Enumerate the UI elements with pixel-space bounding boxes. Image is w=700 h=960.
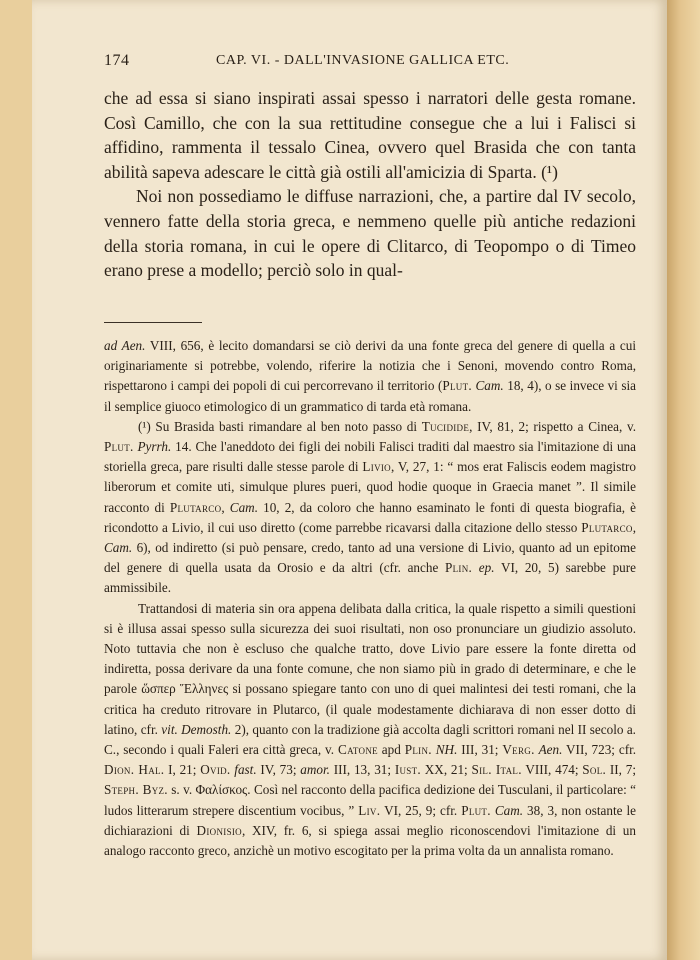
fn-text: XX, 21; (421, 762, 472, 778)
fn-author: Liv. (358, 802, 381, 818)
footnote-continued (104, 336, 636, 417)
fn-ref: amor. (300, 762, 330, 778)
fn-author: Sol. (582, 762, 607, 778)
fn-text: , XIV, fr. 6, si spiega assai meglio riconoscendovi l'imitazione di un analogo racconto greco, anzichè un motivo escogitato per la prima volta da un annalista romano. (104, 822, 636, 859)
fn-ref: Cam. (475, 378, 504, 394)
fn-author: Tucidide (421, 418, 470, 434)
fn-author: Dion. Hal. (104, 762, 165, 778)
fn-ref: Pyrrh. (137, 439, 172, 455)
fn-author: Plut. (104, 439, 134, 455)
fn-space (472, 560, 479, 575)
fn-text: III, 13, 31; (329, 762, 395, 778)
fn-text: 10, 2, da coloro che hanno esaminato le fonti di questa biografia, è ricondotto a Livio, il cui uso diretto (come parrebbe ricavarsi dalla citazione dello stesso (104, 499, 636, 535)
fn-ref: Aen. (538, 742, 563, 758)
fn-text: IV, 73; (256, 762, 301, 778)
fn-author: Sil. Ital. (471, 762, 522, 778)
fn-author: Steph. Byz. (104, 782, 168, 798)
fn-author: Verg. (502, 742, 535, 758)
fn-author: Iust. (394, 762, 422, 778)
footnotes (104, 336, 636, 861)
fn-author: Plutarco (169, 499, 222, 515)
fn-author: Ovid. (200, 762, 231, 778)
fn-text: (¹) Su Brasida basti rimandare al ben noto passo di (138, 418, 422, 434)
footnote-separator (104, 322, 202, 323)
fn-ref: fast. (234, 762, 257, 778)
fn-text: 18, 4), o se invece vi sia il semplice giuoco etimologico di un grammatico di tarda età romana. (104, 378, 637, 414)
running-title: CAP. VI. - DALL'INVASIONE GALLICA ETC. (216, 53, 510, 68)
fn-text: Trattandosi di materia sin ora appena delibata dalla critica, la quale rispetto a simili questioni si è illusa assai spesso sulla sicurezza dei suoi risultati, non oso pronunciare un giudizio assoluto. Noto tuttavia che non è escluso che qualche tratto, dove Livio pare essere la fonte diretta od indiretta, possa derivare da una fonte comune, che non siamo più in grado di determinare, e che le parole ὥσπερ Ἕλληνες si possano spiegare tanto con uno di quei malintesi dei testi romani, che la critica ha creduto ritrovare in Plutarco, (il quale modestamente dichiarava di non esser dotto di latino, cfr. (104, 600, 636, 737)
page-number: 174 (104, 52, 130, 69)
fn-text: VIII, 474; (521, 762, 583, 778)
fn-text: I, 21; (164, 762, 201, 778)
fn-text: VIII, 656, è lecito domandarsi se ciò derivi da una fonte greca del genere di quella a cui originariamente si potrebbe, volendo, riferire la notizia che i Senoni, movendo contro Roma, rispettarono i campi dei popoli di cui percorrevano il territorio ( (104, 338, 636, 394)
fn-text: s. v. Φαλίσκος. Così nel racconto della pacifica dedizione dei Tusculani, il particolare: “ ludos litterarum strepere discentium vocibus, ” (104, 782, 636, 818)
footnote-2 (104, 599, 636, 862)
fn-author: Livio (362, 459, 391, 475)
footnote-1 (104, 417, 636, 599)
fn-author: Plin. (444, 560, 473, 576)
fn-text: VII, 723; cfr. (562, 742, 637, 758)
paragraph-1: che ad essa si siano inspirati assai spesso i narratori delle gesta romane. Così Camillo, che con la sua rettitudine consegue che a lui i Falisci si affidino, rammenta il tessalo Cinea, ovvero quel Brasida che con tanta abilità sapeva adescare le città già ostili all'amicizia di Sparta. (¹) (104, 88, 636, 182)
fn-ref: Cam. (229, 499, 259, 515)
fn-text: VI, 25, 9; cfr. (380, 802, 462, 818)
fn-text: , IV, 81, 2; rispetto a Cinea, v. (469, 418, 636, 434)
fn-ref: ad Aen. (104, 338, 146, 353)
fn-text: 2), quanto con la tradizione già accolta dagli scrittori romani nel II secolo a. C., secondo i quali Faleri era città greca, v. (104, 721, 636, 758)
fn-text: 14. Che l'aneddoto dei figli dei nobili Falisci traditi dal maestro sia l'imitazione di una storiella greca, pare risulti dalle stesse parole di (104, 439, 637, 475)
fn-text: II, 7; (606, 762, 636, 778)
fn-text: 38, 3, non ostante le dichiarazioni di (104, 802, 637, 838)
fn-ref: NH. (435, 742, 458, 758)
fn-text: , V, 27, 1: “ mos erat Faliscis eodem magistro liberorum et comite uti, simulque plures pueri, quod hodie quoque in Graecia manet ”. Il simile racconto di (104, 459, 637, 515)
fn-text: VI, 20, 5) sarebbe pure ammissibile. (104, 560, 636, 596)
fn-ref: Cam. (494, 802, 524, 818)
fn-author: Dionisio (196, 822, 242, 838)
fn-text: apd (377, 742, 405, 758)
fn-text: 6), od indiretto (si può pensare, credo, tanto ad una versione di Livio, quanto ad un epitome del genere di quella usata da Orosio e da altri (cfr. anche (104, 540, 636, 576)
fn-author: Catone (337, 742, 378, 758)
fn-author: Plut. (461, 802, 491, 818)
fn-text: , (221, 499, 230, 515)
fn-author: Plut. (442, 378, 472, 394)
fn-author: Plutarco (581, 519, 633, 535)
fn-text: , (632, 519, 636, 535)
fn-ref: vit. Demosth. (161, 721, 232, 737)
fn-ref: Cam. (104, 540, 133, 556)
fn-ref: ep. (478, 560, 495, 576)
fn-text: III, 31; (457, 742, 503, 758)
running-header (104, 52, 634, 74)
page-edge (667, 0, 700, 960)
fn-author: Plin. (404, 742, 432, 758)
paragraph-2: Noi non possediamo le diffuse narrazioni, che, a partire dal IV secolo, vennero fatte della storia greca, e nemmeno quelle più antiche redazioni della storia romana, in cui le opere di Clitarco, di Teopompo o di Timeo erano prese a modello; perciò solo in qual- (104, 186, 636, 281)
main-text (104, 86, 636, 283)
